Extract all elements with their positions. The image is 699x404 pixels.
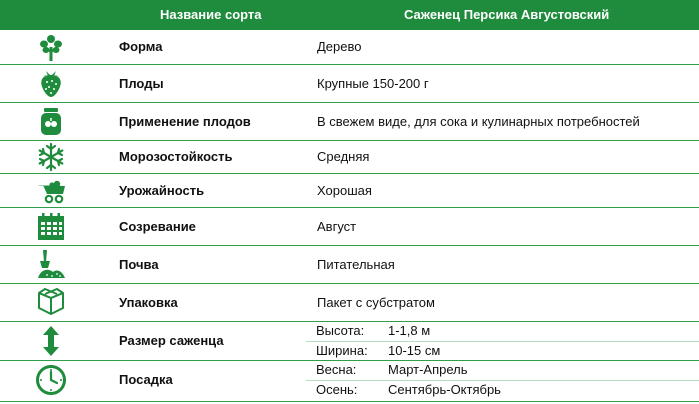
row-label: Почва [119, 257, 159, 272]
vertical-arrows-icon [33, 323, 69, 359]
row-value: Пакет с субстратом [317, 295, 435, 310]
height-value: 1-1,8 м [388, 323, 431, 338]
row-label: Форма [119, 39, 163, 54]
spring-subrow [306, 362, 699, 380]
subrow-divider [306, 380, 699, 381]
table-row-seedling-size [0, 322, 699, 361]
row-label: Применение плодов [119, 114, 251, 129]
table-row-ripening [0, 208, 699, 246]
width-value: 10-15 см [388, 343, 441, 358]
row-value: Крупные 150-200 г [317, 76, 429, 91]
table-row-shape [0, 30, 699, 65]
row-value: Дерево [317, 39, 362, 54]
table-row-yield [0, 174, 699, 208]
width-subrow [306, 343, 699, 359]
row-value: Август [317, 219, 357, 234]
wheelbarrow-icon [33, 172, 69, 208]
jam-jar-icon [33, 103, 69, 139]
row-label: Плоды [119, 76, 164, 91]
clock-icon [33, 362, 69, 398]
table-row-usage [0, 103, 699, 141]
table-row-fruits [0, 65, 699, 103]
tree-icon [33, 30, 69, 66]
row-label: Посадка [119, 372, 173, 387]
box-icon [33, 284, 69, 320]
row-label: Упаковка [119, 295, 178, 310]
row-value: Хорошая [317, 183, 372, 198]
shovel-soil-icon [33, 246, 69, 282]
subrow-divider [306, 341, 699, 342]
row-label: Урожайность [119, 183, 205, 198]
autumn-value: Сентябрь-Октябрь [388, 382, 501, 397]
height-key: Высота: [316, 323, 365, 338]
snowflake-icon [33, 139, 69, 175]
table-row-soil [0, 246, 699, 284]
spring-key: Весна: [316, 362, 357, 377]
calendar-icon [33, 208, 69, 244]
header-variety-name: Название сорта [160, 7, 262, 22]
row-value: В свежем виде, для сока и кулинарных потребностей [317, 114, 640, 129]
row-value: Питательная [317, 257, 395, 272]
table-header [0, 0, 699, 30]
row-value: Средняя [317, 149, 370, 164]
autumn-subrow [306, 382, 699, 400]
strawberry-icon [33, 65, 69, 101]
table-row-frost-resistance [0, 141, 699, 174]
autumn-key: Осень: [316, 382, 358, 397]
row-label: Созревание [119, 219, 196, 234]
row-label: Размер саженца [119, 333, 224, 348]
table-row-planting [0, 361, 699, 402]
header-product-name: Саженец Персика Августовский [404, 7, 610, 22]
row-label: Морозостойкость [119, 149, 233, 164]
spring-value: Март-Апрель [388, 362, 468, 377]
table-row-packaging [0, 284, 699, 322]
width-key: Ширина: [316, 343, 368, 358]
height-subrow [306, 323, 699, 341]
